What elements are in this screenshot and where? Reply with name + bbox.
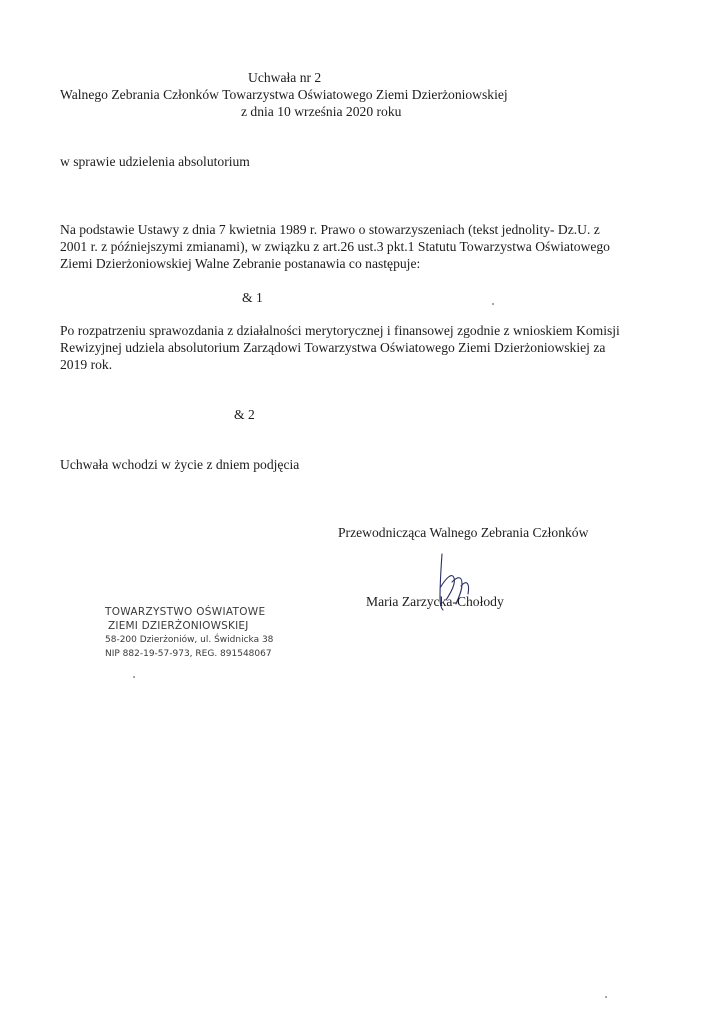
paper-speck (492, 303, 494, 305)
organization-stamp (105, 605, 273, 661)
resolution-subject: w sprawie udzielenia absolutorium (60, 154, 250, 169)
preamble-paragraph (60, 221, 680, 272)
preamble-line: Na podstawie Ustawy z dnia 7 kwietnia 1989 r. Prawo o stowarzyszeniach (tekst jednolity- Dz.U. z (60, 222, 600, 237)
preamble-line: 2001 r. z późniejszymi zmianami), w związku z art.26 ust.3 pkt.1 Statutu Towarzystwa Oświatowego (60, 239, 610, 254)
section-1-line: Rewizyjnej udziela absolutorium Zarządowi Towarzystwa Oświatowego Ziemi Dzierżoniowskiej za (60, 340, 606, 355)
resolution-date: z dnia 10 września 2020 roku (241, 104, 402, 119)
section-2-heading: & 2 (234, 407, 255, 422)
resolution-title: Uchwała nr 2 (248, 70, 322, 85)
stamp-line: ZIEMI DZIERŻONIOWSKIEJ (108, 620, 249, 632)
stamp-line: TOWARZYSTWO OŚWIATOWE (105, 606, 266, 618)
preamble-line: Ziemi Dzierżoniowskiej Walne Zebranie postanawia co następuje: (60, 256, 421, 271)
section-1-line: 2019 rok. (60, 357, 113, 372)
paper-speck (605, 996, 607, 998)
section-1-heading: & 1 (242, 290, 263, 305)
signatory-role: Przewodnicząca Walnego Zebrania Członków (338, 525, 589, 540)
resolution-body-name: Walnego Zebrania Członków Towarzystwa Oświatowego Ziemi Dzierżoniowskiej (60, 87, 508, 102)
stamp-line: 58-200 Dzierżoniów, ul. Świdnicka 38 (105, 635, 274, 645)
section-2-text: Uchwała wchodzi w życie z dniem podjęcia (60, 457, 300, 472)
section-1-paragraph (60, 322, 680, 373)
paper-speck (133, 676, 135, 678)
stamp-line: NIP 882-19-57-973, REG. 891548067 (105, 649, 272, 659)
signatory-name: Maria Zarzycka-Chołody (366, 594, 504, 609)
section-1-line: Po rozpatrzeniu sprawozdania z działalności merytorycznej i finansowej zgodnie z wnioskiem Komisji (60, 323, 620, 338)
